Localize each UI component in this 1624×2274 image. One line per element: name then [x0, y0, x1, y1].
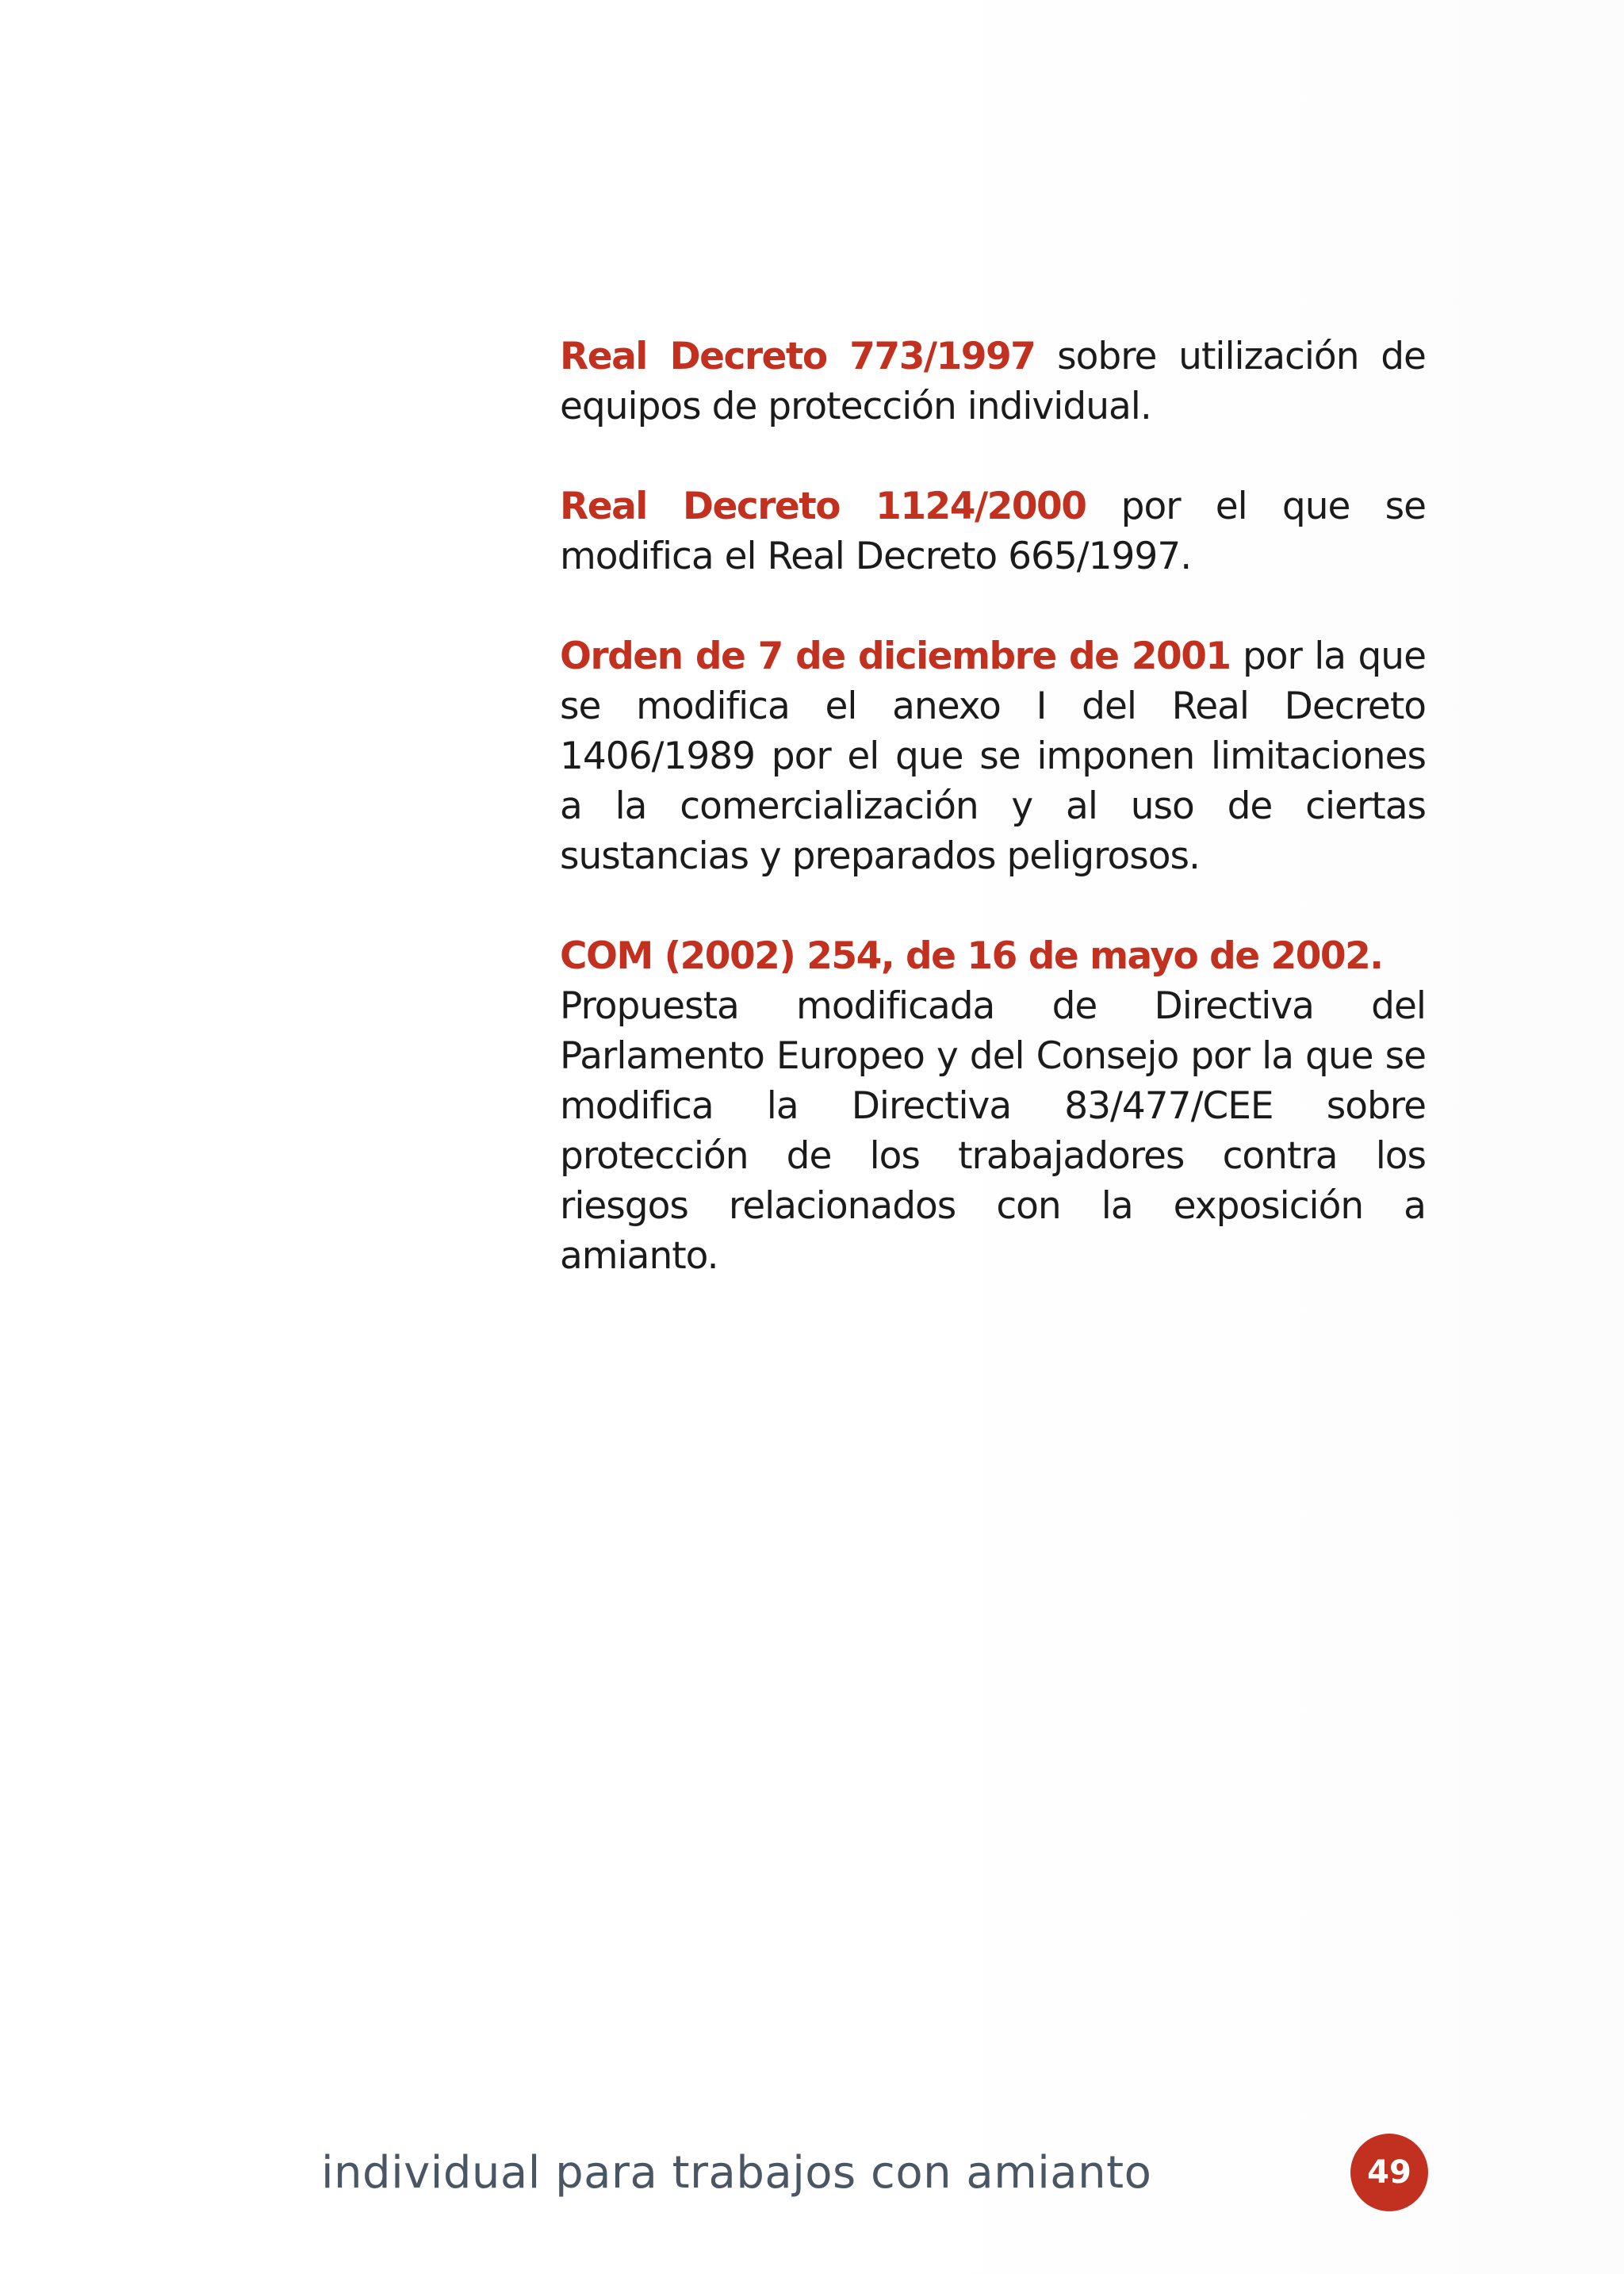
- entry-reference: Real Decreto 773/1997: [560, 335, 1036, 378]
- running-footer-title: individual para trabajos con amianto: [321, 2147, 1152, 2199]
- entry-reference: Real Decreto 1124/2000: [560, 485, 1086, 528]
- entry-reference: Orden de 7 de diciembre de 2001: [560, 635, 1231, 678]
- legislation-entry: [560, 332, 1426, 431]
- entry-description: por la que se modifica el anexo I del Real Decreto 1406/1989 por el que se imponen limitaciones a la comercialización y al uso de ciertas sustancias y preparados peligrosos.: [560, 635, 1426, 878]
- legislation-entry: [560, 631, 1426, 881]
- legislation-list: [560, 332, 1426, 1331]
- entry-description: Propuesta modificada de Directiva del Parlamento Europeo y del Consejo por la que se modifica la Directiva 83/477/CEE sobre protección de los trabajadores contra los riesgos relacionados con la exposición a amianto.: [560, 984, 1426, 1278]
- legislation-entry: [560, 481, 1426, 581]
- entry-description: por el que se modifica el Real Decreto 665/1997.: [560, 485, 1426, 578]
- page-number-badge: 49: [1350, 2134, 1428, 2211]
- entry-reference: COM (2002) 254, de 16 de mayo de 2002.: [560, 934, 1383, 978]
- entry-description: sobre utilización de equipos de protección individual.: [560, 335, 1426, 428]
- legislation-entry: [560, 931, 1426, 1281]
